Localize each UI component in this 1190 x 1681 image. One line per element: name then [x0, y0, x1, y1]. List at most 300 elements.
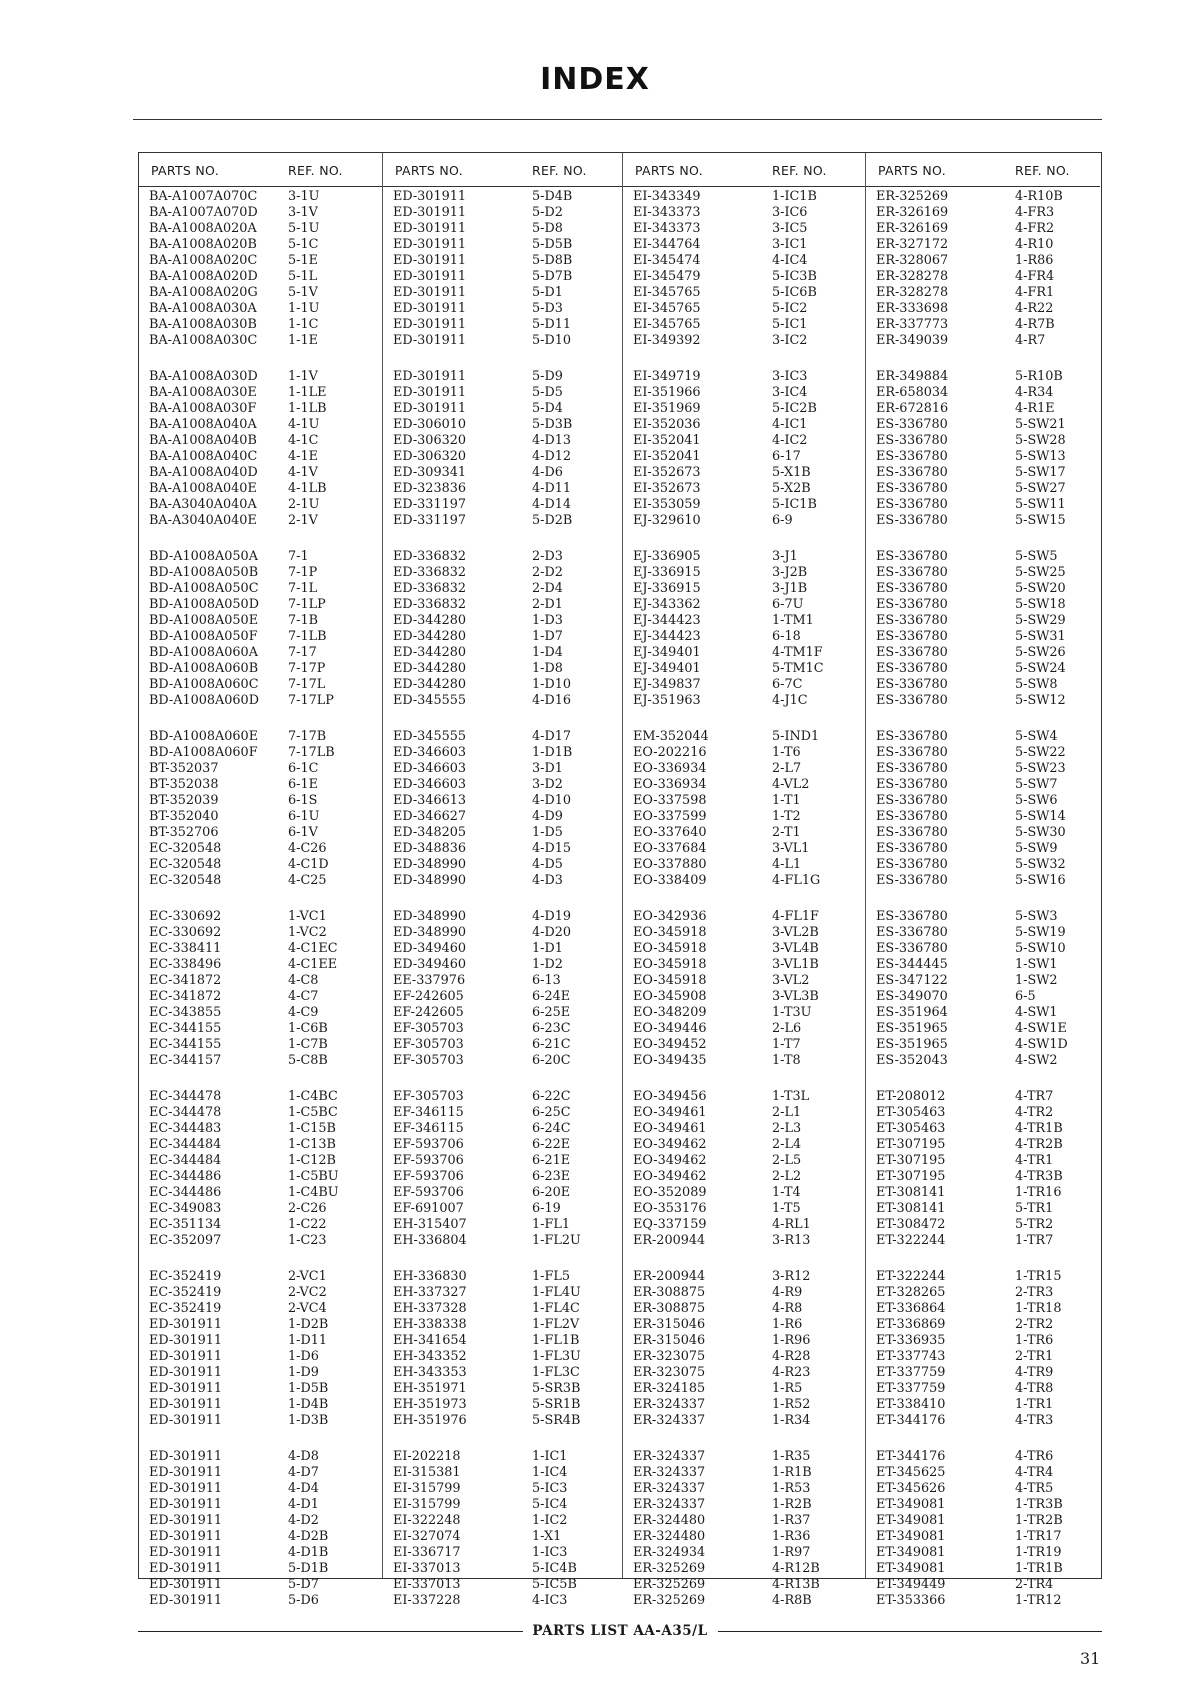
table-row: [866, 253, 1100, 269]
table-row: [139, 1465, 382, 1481]
ref-no-cell: 4-D13: [532, 433, 572, 448]
ref-no-cell: 5-SW14: [1015, 809, 1066, 824]
ref-no-cell: 1-C23: [288, 1233, 327, 1248]
ref-no-cell: 5-SW10: [1015, 941, 1066, 956]
table-row: [623, 1577, 865, 1593]
table-row: [623, 1185, 865, 1201]
table-row: [139, 1105, 382, 1121]
parts-no-cell: ED-301911: [393, 401, 467, 416]
table-row: [623, 1529, 865, 1545]
parts-no-cell: ET-349081: [876, 1529, 946, 1544]
ref-no-cell: 1-C6B: [288, 1021, 328, 1036]
parts-no-cell: ES-336780: [876, 497, 948, 512]
table-row: [383, 285, 622, 301]
parts-no-cell: ED-301911: [393, 301, 467, 316]
table-row: [623, 909, 865, 925]
table-row: [139, 285, 382, 301]
parts-no-cell: EO-337640: [633, 825, 707, 840]
parts-no-cell: EF-593706: [393, 1153, 464, 1168]
table-row: [623, 1233, 865, 1249]
ref-no-cell: 2-C26: [288, 1201, 327, 1216]
table-row: [623, 253, 865, 269]
ref-no-cell: 4-C1D: [288, 857, 329, 872]
parts-no-cell: ES-336780: [876, 645, 948, 660]
parts-no-cell: ET-353366: [876, 1593, 946, 1608]
ref-no-cell: 3-VL2B: [772, 925, 819, 940]
ref-no-cell: 5-SW20: [1015, 581, 1066, 596]
table-row: [866, 1545, 1100, 1561]
table-row: [866, 941, 1100, 957]
parts-no-cell: ED-301911: [393, 237, 467, 252]
parts-no-cell: EC-344484: [149, 1153, 222, 1168]
ref-no-cell: 5-SW26: [1015, 645, 1066, 660]
parts-no-cell: ET-305463: [876, 1105, 946, 1120]
table-row: [139, 761, 382, 777]
ref-no-cell: 1-IC1B: [772, 189, 817, 204]
ref-no-cell: 1-TR1B: [1015, 1561, 1063, 1576]
table-row: [623, 1121, 865, 1137]
parts-no-cell: BA-A1008A020G: [149, 285, 258, 300]
ref-no-cell: 1-D9: [288, 1365, 319, 1380]
ref-no-cell: 4-D6: [532, 465, 563, 480]
table-row: [623, 729, 865, 745]
ref-no-cell: 1-C4BC: [288, 1089, 338, 1104]
table-row: [383, 205, 622, 221]
ref-no-cell: 3-D2: [532, 777, 563, 792]
ref-no-cell: 1-1V: [288, 369, 318, 384]
parts-no-cell: ET-337759: [876, 1381, 946, 1396]
table-row: [383, 1529, 622, 1545]
ref-no-cell: 6-20E: [532, 1185, 571, 1200]
table-row: [383, 1089, 622, 1105]
table-row: [866, 793, 1100, 809]
table-row: [623, 989, 865, 1005]
table-row: [623, 1285, 865, 1301]
table-row: [623, 189, 865, 205]
table-row: [383, 745, 622, 761]
table-row: [139, 1561, 382, 1577]
parts-no-cell: EC-352419: [149, 1285, 222, 1300]
table-row: [866, 1365, 1100, 1381]
parts-no-cell: ED-344280: [393, 629, 467, 644]
table-row: [139, 237, 382, 253]
parts-no-cell: EO-349461: [633, 1105, 707, 1120]
ref-no-cell: 4-TR1B: [1015, 1121, 1063, 1136]
table-row: [383, 613, 622, 629]
table-row: [139, 693, 382, 709]
parts-no-cell: EJ-349837: [633, 677, 701, 692]
parts-no-cell: BT-352038: [149, 777, 219, 792]
parts-no-cell: ER-328278: [876, 269, 949, 284]
table-row: [139, 825, 382, 841]
parts-no-cell: EF-691007: [393, 1201, 464, 1216]
parts-no-cell: BA-A1008A040A: [149, 417, 257, 432]
ref-no-cell: 1-D2B: [288, 1317, 329, 1332]
table-row: [866, 237, 1100, 253]
table-row: [623, 1561, 865, 1577]
table-row: [623, 693, 865, 709]
ref-no-cell: 1-C5BU: [288, 1169, 339, 1184]
parts-no-cell: EI-343349: [633, 189, 701, 204]
parts-no-cell: ES-351964: [876, 1005, 948, 1020]
table-row: [623, 613, 865, 629]
ref-no-cell: 4-SW2: [1015, 1053, 1058, 1068]
table-row: [866, 1037, 1100, 1053]
page-title: INDEX: [540, 62, 650, 97]
table-row: [623, 481, 865, 497]
table-row: [139, 645, 382, 661]
parts-no-cell: EO-352089: [633, 1185, 707, 1200]
parts-no-cell: EF-346115: [393, 1121, 464, 1136]
ref-no-cell: 4-J1C: [772, 693, 808, 708]
ref-no-cell: 2-D1: [532, 597, 563, 612]
parts-no-cell: BA-A1008A040C: [149, 449, 258, 464]
table-row: [866, 1317, 1100, 1333]
parts-no-cell: ER-200944: [633, 1269, 706, 1284]
ref-no-cell: 3-R12: [772, 1269, 811, 1284]
parts-no-cell: EJ-329610: [633, 513, 701, 528]
ref-no-cell: 4-D5: [532, 857, 563, 872]
table-row: [623, 385, 865, 401]
table-row: [623, 1137, 865, 1153]
parts-no-cell: EI-349719: [633, 369, 701, 384]
ref-no-cell: 7-17B: [288, 729, 327, 744]
parts-no-cell: ED-345555: [393, 729, 467, 744]
ref-no-cell: 6-17: [772, 449, 801, 464]
index-column-4: [865, 153, 1100, 1608]
ref-no-cell: 5-SW24: [1015, 661, 1066, 676]
ref-no-cell: 1-R5: [772, 1381, 803, 1396]
table-row: [383, 1285, 622, 1301]
ref-no-cell: 6-9: [772, 513, 793, 528]
table-row: [623, 369, 865, 385]
table-row: [623, 433, 865, 449]
table-row: [866, 1201, 1100, 1217]
table-row: [866, 401, 1100, 417]
table-row: [139, 1397, 382, 1413]
ref-no-cell: 6-22C: [532, 1089, 571, 1104]
ref-no-cell: 4-D16: [532, 693, 572, 708]
table-row: [866, 1285, 1100, 1301]
parts-no-cell: EI-349392: [633, 333, 701, 348]
parts-no-cell: BD-A1008A060A: [149, 645, 258, 660]
ref-no-cell: 5-D3B: [532, 417, 573, 432]
ref-no-cell: 1-C4BU: [288, 1185, 339, 1200]
table-row: [139, 1233, 382, 1249]
ref-no-cell: 1-R2B: [772, 1497, 812, 1512]
parts-no-cell: ET-337759: [876, 1365, 946, 1380]
ref-no-cell: 5-1V: [288, 285, 318, 300]
parts-no-cell: ER-325269: [633, 1593, 706, 1608]
table-row: [866, 1233, 1100, 1249]
ref-no-cell: 4-IC4: [772, 253, 808, 268]
table-row: [383, 189, 622, 205]
ref-no-cell: 6-19: [532, 1201, 561, 1216]
table-row: [383, 237, 622, 253]
ref-no-cell: 4-R8B: [772, 1593, 812, 1608]
parts-no-cell: EF-346115: [393, 1105, 464, 1120]
parts-no-cell: BA-A1008A030A: [149, 301, 257, 316]
ref-no-header: REF. NO.: [532, 163, 587, 178]
ref-no-cell: 4-1U: [288, 417, 320, 432]
ref-no-cell: 5-IND1: [772, 729, 820, 744]
table-row: [866, 1397, 1100, 1413]
parts-no-cell: BA-A3040A040E: [149, 513, 257, 528]
parts-no-cell: ES-336780: [876, 925, 948, 940]
parts-no-cell: ES-336780: [876, 513, 948, 528]
parts-no-cell: ES-336780: [876, 613, 948, 628]
parts-no-cell: EI-352673: [633, 465, 701, 480]
parts-no-cell: EC-344478: [149, 1089, 222, 1104]
ref-no-cell: 5-SW8: [1015, 677, 1058, 692]
table-row: [866, 1217, 1100, 1233]
ref-no-cell: 4-R22: [1015, 301, 1054, 316]
table-row: [139, 745, 382, 761]
table-row: [139, 1497, 382, 1513]
table-row: [139, 1089, 382, 1105]
table-row: [383, 761, 622, 777]
table-row: [383, 729, 622, 745]
table-row: [866, 973, 1100, 989]
ref-no-cell: 1-D1: [532, 941, 563, 956]
ref-no-cell: 5-D6: [288, 1593, 319, 1608]
parts-no-cell: ED-349460: [393, 941, 467, 956]
parts-no-cell: EI-315799: [393, 1497, 461, 1512]
ref-no-cell: 4-FL1G: [772, 873, 821, 888]
parts-no-cell: ES-336780: [876, 433, 948, 448]
parts-no-cell: EC-341872: [149, 989, 222, 1004]
table-row: [866, 777, 1100, 793]
parts-no-cell: EC-320548: [149, 873, 222, 888]
table-row: [383, 693, 622, 709]
parts-no-cell: ET-336935: [876, 1333, 946, 1348]
parts-no-cell: EO-336934: [633, 761, 707, 776]
table-row: [139, 909, 382, 925]
table-row: [623, 957, 865, 973]
table-row: [383, 417, 622, 433]
ref-no-cell: 7-1P: [288, 565, 318, 580]
ref-no-cell: 1-R36: [772, 1529, 811, 1544]
ref-no-cell: 4-R10: [1015, 237, 1054, 252]
table-row: [383, 301, 622, 317]
table-row: [139, 497, 382, 513]
ref-no-cell: 2-TR1: [1015, 1349, 1054, 1364]
ref-no-header: REF. NO.: [288, 163, 343, 178]
ref-no-cell: 1-R35: [772, 1449, 811, 1464]
parts-no-cell: ES-336780: [876, 841, 948, 856]
ref-no-cell: 5-D5B: [532, 237, 573, 252]
ref-no-cell: 1-FL3U: [532, 1349, 581, 1364]
ref-no-cell: 4-D2B: [288, 1529, 329, 1544]
table-row: [623, 925, 865, 941]
table-row: [866, 417, 1100, 433]
parts-no-cell: ER-325269: [633, 1561, 706, 1576]
parts-no-cell: EJ-344423: [633, 613, 701, 628]
table-row: [623, 809, 865, 825]
table-row: [139, 565, 382, 581]
ref-no-cell: 5-D4B: [532, 189, 573, 204]
ref-no-cell: 5-IC3B: [772, 269, 817, 284]
table-row: [623, 1481, 865, 1497]
table-row: [139, 1317, 382, 1333]
footer: [138, 1622, 1102, 1642]
ref-no-cell: 6-20C: [532, 1053, 571, 1068]
table-row: [623, 941, 865, 957]
table-row: [383, 433, 622, 449]
parts-no-cell: EC-344157: [149, 1053, 222, 1068]
table-row: [383, 513, 622, 529]
table-row: [623, 1333, 865, 1349]
ref-no-cell: 2-L4: [772, 1137, 802, 1152]
parts-no-cell: EO-342936: [633, 909, 707, 924]
parts-no-cell: ED-301911: [393, 369, 467, 384]
ref-no-cell: 2-T1: [772, 825, 801, 840]
ref-no-cell: 1-X1: [532, 1529, 562, 1544]
ref-no-cell: 4-RL1: [772, 1217, 811, 1232]
ref-no-cell: 5-SW19: [1015, 925, 1066, 940]
ref-no-cell: 7-1LP: [288, 597, 326, 612]
table-row: [383, 793, 622, 809]
ref-no-cell: 5-R10B: [1015, 369, 1063, 384]
ref-no-cell: 5-D5: [532, 385, 563, 400]
ref-no-cell: 4-D10: [532, 793, 572, 808]
table-row: [383, 449, 622, 465]
table-row: [866, 513, 1100, 529]
table-row: [383, 1349, 622, 1365]
parts-no-cell: ER-324480: [633, 1513, 706, 1528]
table-row: [383, 597, 622, 613]
table-row: [383, 1397, 622, 1413]
parts-no-cell: ED-301911: [149, 1365, 223, 1380]
ref-no-cell: 5-SW32: [1015, 857, 1066, 872]
table-row: [866, 269, 1100, 285]
ref-no-cell: 5-SW17: [1015, 465, 1066, 480]
ref-no-cell: 2-D2: [532, 565, 563, 580]
table-row: [623, 581, 865, 597]
table-row: [866, 1089, 1100, 1105]
table-row: [383, 1037, 622, 1053]
parts-no-cell: ES-336780: [876, 793, 948, 808]
parts-no-cell: EF-305703: [393, 1021, 464, 1036]
parts-no-cell: ER-327172: [876, 237, 949, 252]
ref-no-cell: 6-1C: [288, 761, 319, 776]
parts-no-cell: ES-347122: [876, 973, 948, 988]
ref-no-cell: 1-T5: [772, 1201, 801, 1216]
parts-no-cell: ET-345625: [876, 1465, 946, 1480]
ref-no-cell: 5-D7B: [532, 269, 573, 284]
table-row: [623, 761, 865, 777]
parts-no-cell: EC-344478: [149, 1105, 222, 1120]
parts-no-cell: EO-337684: [633, 841, 707, 856]
table-row: [866, 221, 1100, 237]
table-row: [139, 221, 382, 237]
table-row: [623, 1593, 865, 1609]
parts-no-cell: EH-341654: [393, 1333, 467, 1348]
ref-no-cell: 5-D8B: [532, 253, 573, 268]
ref-no-header: REF. NO.: [772, 163, 827, 178]
ref-no-cell: 4-D15: [532, 841, 572, 856]
parts-no-cell: ED-336832: [393, 597, 467, 612]
parts-no-cell: EC-352097: [149, 1233, 222, 1248]
ref-no-cell: 1-FL1B: [532, 1333, 580, 1348]
table-row: [139, 189, 382, 205]
ref-no-cell: 4-FL1F: [772, 909, 819, 924]
table-row: [383, 1513, 622, 1529]
parts-no-cell: ET-305463: [876, 1121, 946, 1136]
ref-no-cell: 1-D3B: [288, 1413, 329, 1428]
table-row: [139, 317, 382, 333]
table-row: [383, 661, 622, 677]
table-row: [383, 385, 622, 401]
parts-no-cell: ES-336780: [876, 549, 948, 564]
parts-no-cell: ES-336780: [876, 729, 948, 744]
table-row: [139, 1301, 382, 1317]
parts-no-cell: ED-301911: [149, 1413, 223, 1428]
table-row: [866, 677, 1100, 693]
parts-no-cell: EF-305703: [393, 1037, 464, 1052]
table-row: [383, 777, 622, 793]
parts-no-cell: EO-349462: [633, 1137, 707, 1152]
parts-no-cell: ER-308875: [633, 1285, 706, 1300]
ref-no-cell: 4-R23: [772, 1365, 811, 1380]
table-row: [139, 793, 382, 809]
parts-no-cell: ER-326169: [876, 221, 949, 236]
parts-no-cell: BD-A1008A050C: [149, 581, 259, 596]
ref-no-cell: 6-24E: [532, 989, 571, 1004]
table-row: [139, 873, 382, 889]
parts-no-cell: ED-301911: [149, 1497, 223, 1512]
parts-no-cell: BT-352040: [149, 809, 219, 824]
table-row: [383, 1561, 622, 1577]
table-row: [866, 1513, 1100, 1529]
parts-no-cell: ES-336780: [876, 449, 948, 464]
parts-no-cell: EJ-336905: [633, 549, 701, 564]
ref-no-cell: 1-TR3B: [1015, 1497, 1063, 1512]
parts-no-cell: BD-A1008A050A: [149, 549, 258, 564]
parts-no-cell: EC-344486: [149, 1185, 222, 1200]
table-row: [139, 1053, 382, 1069]
parts-no-cell: EC-320548: [149, 857, 222, 872]
ref-no-cell: 4-C7: [288, 989, 319, 1004]
table-row: [866, 693, 1100, 709]
parts-no-cell: EF-305703: [393, 1053, 464, 1068]
ref-no-cell: 4-C1EC: [288, 941, 338, 956]
parts-no-cell: EC-338496: [149, 957, 222, 972]
ref-no-cell: 5-SW12: [1015, 693, 1066, 708]
parts-no-cell: ES-336780: [876, 761, 948, 776]
parts-no-cell: BA-A1008A030B: [149, 317, 257, 332]
parts-no-cell: EH-336804: [393, 1233, 467, 1248]
ref-no-cell: 6-22E: [532, 1137, 571, 1152]
ref-no-cell: 1-FL4C: [532, 1301, 580, 1316]
table-row: [139, 857, 382, 873]
parts-no-cell: EI-352041: [633, 433, 701, 448]
ref-no-cell: 5-1L: [288, 269, 318, 284]
ref-no-cell: 1-D7: [532, 629, 563, 644]
table-row: [866, 761, 1100, 777]
parts-no-cell: ED-346603: [393, 745, 467, 760]
ref-no-cell: 1-IC3: [532, 1545, 568, 1560]
ref-no-cell: 1-IC1: [532, 1449, 568, 1464]
ref-no-cell: 1-IC4: [532, 1465, 568, 1480]
ref-no-cell: 4-SW1E: [1015, 1021, 1067, 1036]
table-row: [383, 873, 622, 889]
ref-no-cell: 4-C9: [288, 1005, 319, 1020]
parts-no-cell: EM-352044: [633, 729, 709, 744]
table-row: [383, 1201, 622, 1217]
ref-no-cell: 5-SW16: [1015, 873, 1066, 888]
parts-no-cell: ER-672816: [876, 401, 949, 416]
